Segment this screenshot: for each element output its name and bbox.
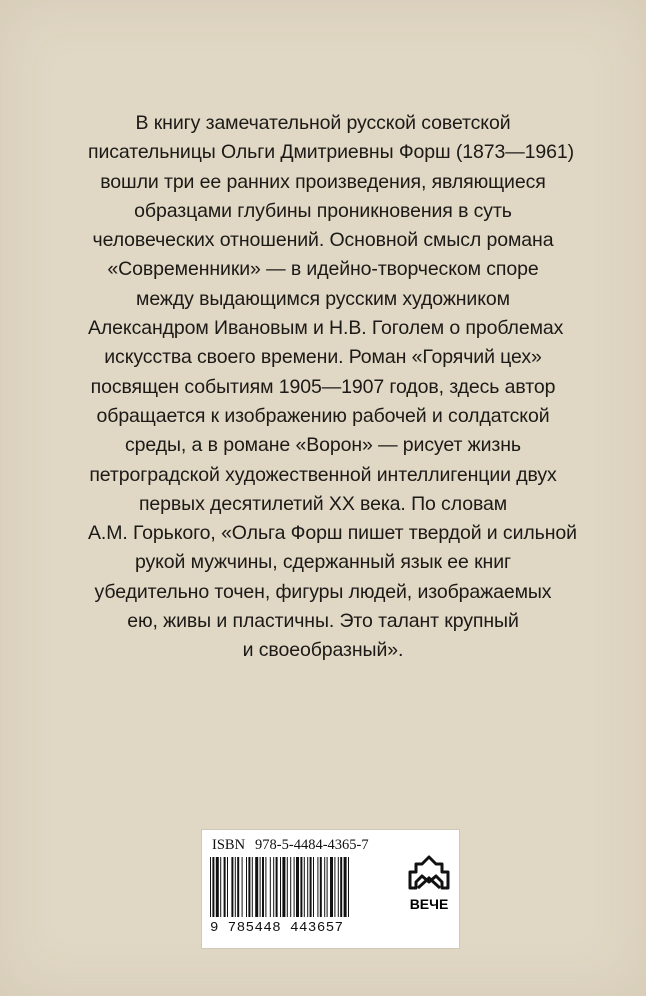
barcode-bar bbox=[330, 857, 333, 917]
barcode-bar bbox=[310, 857, 312, 917]
barcode-bar bbox=[235, 857, 236, 917]
isbn-line bbox=[212, 837, 452, 854]
barcode-bar bbox=[340, 857, 342, 917]
barcode-bar bbox=[300, 857, 302, 917]
barcode-bar bbox=[320, 857, 322, 917]
annotation-line: образцами глубины проникновения в суть bbox=[134, 199, 512, 222]
barcode-bar bbox=[282, 857, 285, 917]
barcode-bar bbox=[324, 857, 325, 917]
barcode-bar bbox=[260, 857, 261, 917]
isbn-number: 978-5-4484-4365-7 bbox=[255, 837, 369, 853]
barcode-bar bbox=[294, 857, 295, 917]
barcode-bar bbox=[212, 857, 214, 917]
annotation-line: А.М. Горького, «Ольга Форш пишет твердой и сильной bbox=[88, 522, 577, 545]
annotation-line: «Современники» — в идейно-творческом споре bbox=[107, 258, 539, 281]
annotation-line: ею, живы и пластичны. Это талант крупный bbox=[127, 610, 519, 633]
barcode-bar bbox=[327, 857, 328, 917]
annotation-line: искусства своего времени. Роман «Горячий цех» bbox=[104, 346, 542, 369]
barcode-graphic bbox=[210, 857, 403, 919]
barcode-bar bbox=[296, 857, 299, 917]
barcode-bar bbox=[220, 857, 221, 917]
annotation-line: петроградской художественной интеллигенции двух bbox=[89, 463, 557, 486]
annotation-line: посвящен событиям 1905—1907 годов, здесь автор bbox=[90, 375, 556, 398]
annotation-line: Александром Ивановым и Н.В. Гоголем о проблемах bbox=[88, 317, 564, 340]
barcode-bar bbox=[231, 857, 233, 917]
annotation-line: первых десятилетий XX века. По словам bbox=[138, 492, 508, 515]
barcode-bar bbox=[287, 857, 288, 917]
barcode-bar bbox=[237, 857, 239, 917]
annotation-line: рукой мужчины, сдержанный язык ее книг bbox=[134, 551, 512, 574]
publisher-logo-text: ВЕЧЕ bbox=[409, 896, 449, 912]
annotation-line: убедительно точен, фигуры людей, изображаемых bbox=[94, 580, 552, 603]
barcode-bar bbox=[227, 857, 228, 917]
annotation-line: среды, а в романе «Ворон» — рисует жизнь bbox=[125, 434, 521, 457]
barcode-bar bbox=[273, 857, 274, 917]
barcode-bar bbox=[276, 857, 278, 917]
barcode-bar bbox=[216, 857, 219, 917]
barcode-bar bbox=[317, 857, 318, 917]
annotation-line: между выдающимся русским художником bbox=[136, 287, 510, 310]
isbn-prefix: ISBN bbox=[212, 837, 246, 853]
barcode-bar bbox=[344, 857, 347, 917]
barcode-bar bbox=[248, 857, 250, 917]
barcode-bar bbox=[280, 857, 281, 917]
barcode-bar bbox=[334, 857, 335, 917]
annotation-line: обращается к изображению рабочей и солдатской bbox=[96, 404, 550, 427]
barcode-bar bbox=[307, 857, 308, 917]
barcode-bar bbox=[338, 857, 339, 917]
annotation-line: В книгу замечательной русской советской bbox=[135, 112, 511, 134]
house-roof-icon bbox=[410, 857, 448, 888]
annotation-text bbox=[88, 109, 577, 666]
barcode-bar bbox=[242, 857, 243, 917]
barcode-bar bbox=[246, 857, 247, 917]
barcode-bar bbox=[262, 857, 264, 917]
isbn-label bbox=[201, 829, 460, 949]
annotation-line: человеческих отношений. Основной смысл романа bbox=[92, 229, 554, 252]
barcode-bar bbox=[270, 857, 271, 917]
annotation-line: и своеобразный». bbox=[242, 639, 404, 662]
barcode-bar bbox=[313, 857, 314, 917]
barcode-bar bbox=[348, 857, 349, 917]
barcode-bar bbox=[255, 857, 258, 917]
annotation-line: вошли три ее ранних произведения, являющиеся bbox=[100, 170, 546, 193]
barcode-bar bbox=[210, 857, 211, 917]
barcode-bar bbox=[224, 857, 226, 917]
annotation-line: писательницы Ольги Дмитриевны Форш (1873—1961) bbox=[88, 141, 575, 164]
barcode-bar bbox=[265, 857, 266, 917]
barcode-bar bbox=[304, 857, 305, 917]
barcode-bar bbox=[290, 857, 291, 917]
barcode-digits: 9 785448 443657 bbox=[210, 920, 344, 936]
publisher-logo bbox=[406, 854, 452, 926]
barcode-bar bbox=[252, 857, 253, 917]
